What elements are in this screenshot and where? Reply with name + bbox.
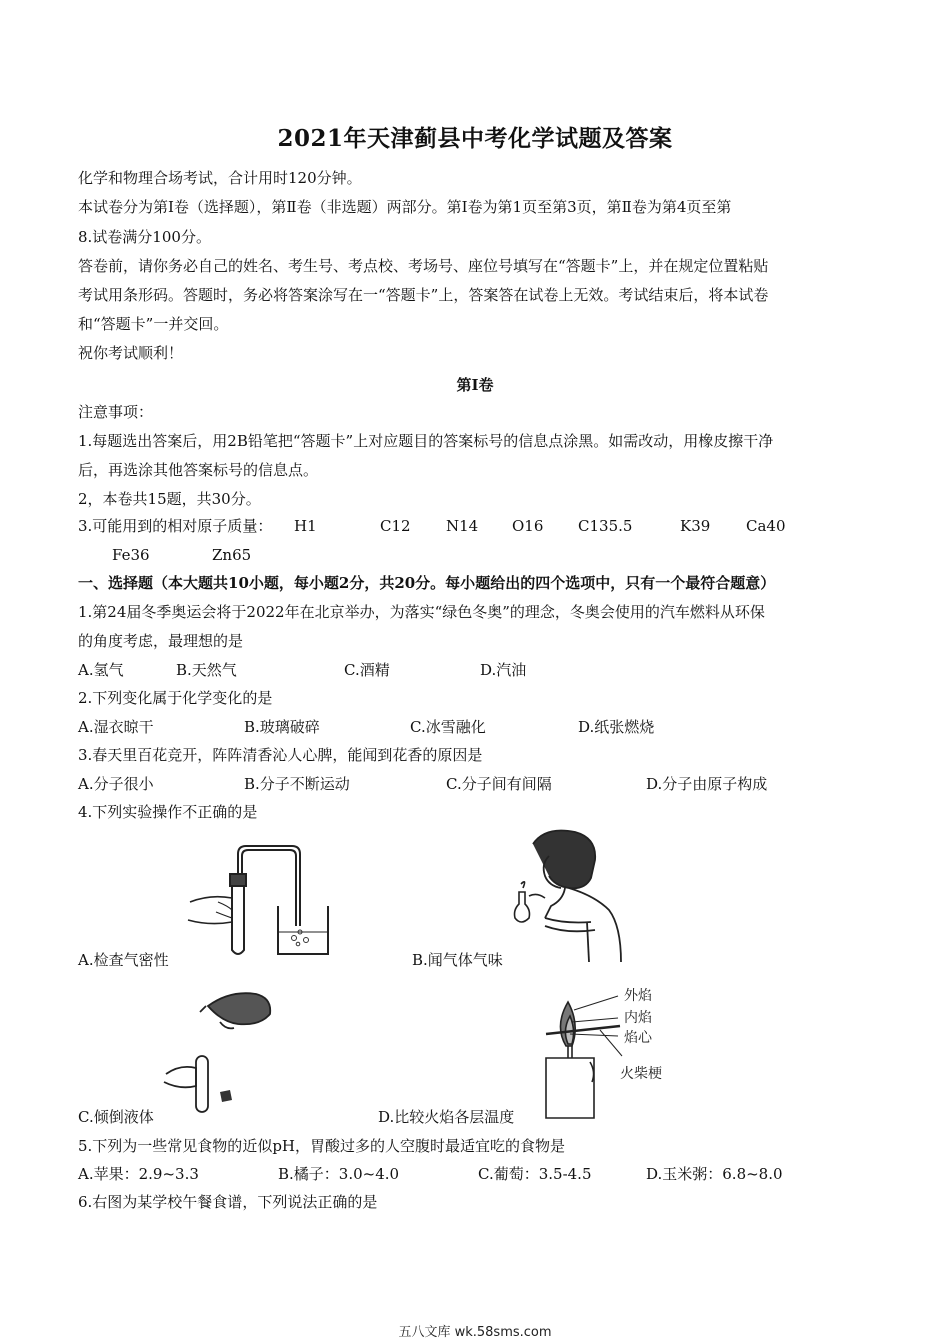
q3-option-b: B.分子不断运动 (244, 775, 350, 793)
reagent-bottle (208, 993, 270, 1024)
notes-heading: 注意事项： (78, 403, 154, 421)
q2-option-a: A.湿衣晾干 (78, 718, 154, 736)
pour-liquid-figure (160, 982, 285, 1122)
q1-option-d: D.汽油 (480, 661, 527, 679)
q2-option-c: C.冰雪融化 (410, 718, 486, 736)
beaker (278, 906, 328, 954)
q1-option-c: C.酒精 (344, 661, 390, 679)
q5-option-b: B.橘子：3.0~4.0 (278, 1165, 400, 1183)
q4-option-c: C.倾倒液体 (78, 1108, 154, 1126)
q1-option-a: A.氢气 (78, 661, 124, 679)
q5-option-c: C.葡萄：3.5-4.5 (478, 1165, 592, 1183)
q1-stem-1: 1.第24届冬季奥运会将于2022年在北京举办，为落实“绿色冬奥”的理念，冬奥会使用的汽车燃料从环保 (78, 603, 765, 621)
atomic-mass-zn: Zn65 (212, 546, 252, 564)
candle-body (546, 1058, 594, 1118)
note-line-1: 1.每题选出答案后，用2B铅笔把“答题卡”上对应题目的答案标号的信息点涂黑。如需改动，用橡皮擦干净 (78, 432, 774, 450)
gas-bottle (515, 892, 530, 922)
student-hair (533, 831, 595, 889)
label-flame-core: 焰心 (624, 1030, 652, 1046)
label-inner-flame: 内焰 (624, 1010, 652, 1026)
q3-option-c: C.分子间有间隔 (446, 775, 552, 793)
intro-line-6: 和“答题卡”一并交回。 (78, 315, 229, 333)
atomic-mass-label: 3.可能用到的相对原子质量： (78, 517, 273, 535)
q4-option-b: B.闻气体气味 (412, 951, 503, 969)
atomic-mass-k: K39 (680, 517, 711, 535)
q5-option-a: A.苹果：2.9~3.3 (78, 1165, 199, 1183)
intro-line-1: 化学和物理合场考试，合计用时120分钟。 (78, 169, 362, 187)
smell-gas-figure (505, 826, 640, 966)
flame-layers-figure (520, 982, 695, 1122)
bottle-stopper (220, 1090, 232, 1102)
hand-holding-tube (164, 1067, 196, 1087)
q1-stem-2: 的角度考虑，最理想的是 (78, 632, 244, 650)
note-line-2: 后，再选涂其他答案标号的信息点。 (78, 461, 319, 479)
label-matchstick: 火柴梗 (620, 1066, 662, 1082)
part1-heading: 一、选择题（本大题共10小题，每小题2分，共20分。每小题给出的四个选项中，只有一个最符合题意） (78, 574, 776, 592)
student-body (569, 888, 621, 962)
airtightness-check-figure (180, 840, 345, 960)
stopper (230, 874, 246, 886)
intro-line-4: 答卷前，请你务必自己的姓名、考生号、考点校、考场号、座位号填写在“答题卡”上，并在规定位置粘贴 (78, 257, 769, 275)
delivery-tube (238, 846, 300, 926)
atomic-mass-n: N14 (446, 517, 479, 535)
q5-option-d: D.玉米粥：6.8~8.0 (646, 1165, 783, 1183)
atomic-mass-fe: Fe36 (112, 546, 150, 564)
intro-line-3: 8.试卷满分100分。 (78, 228, 211, 246)
intro-line-2: 本试卷分为第Ⅰ卷（选择题），第Ⅱ卷（非选题）两部分。第Ⅰ卷为第1页至第3页，第Ⅱ卷为第4页至第 (78, 198, 732, 216)
atomic-mass-h: H1 (294, 517, 317, 535)
hand (188, 897, 232, 924)
q2-option-b: B.玻璃破碎 (244, 718, 320, 736)
matchstick (546, 1026, 620, 1034)
q2-stem: 2.下列变化属于化学变化的是 (78, 689, 273, 707)
section-title: 第Ⅰ卷 (456, 376, 494, 394)
atomic-mass-o: O16 (512, 517, 544, 535)
q5-stem: 5.下列为一些常见食物的近似pH，胃酸过多的人空腹时最适宜吃的食物是 (78, 1137, 565, 1155)
page-title: 2021年天津蓟县中考化学试题及答案 (277, 125, 673, 152)
note-line-3: 2，本卷共15题，共30分。 (78, 490, 261, 508)
q1-option-b: B.天然气 (176, 661, 237, 679)
q6-stem: 6.右图为某学校午餐食谱，下列说法正确的是 (78, 1193, 378, 1211)
q3-stem: 3.春天里百花竞开，阵阵清香沁人心脾，能闻到花香的原因是 (78, 746, 483, 764)
test-tube (232, 886, 244, 954)
candle-wick (568, 1046, 572, 1058)
intro-line-7: 祝你考试顺利！ (78, 344, 184, 362)
q4-option-a: A.检查气密性 (78, 951, 169, 969)
receiving-test-tube (196, 1056, 208, 1112)
atomic-mass-cl: C135.5 (578, 517, 633, 535)
intro-line-5: 考试用条形码。答题时，务必将答案涂写在一“答题卡”上，答案答在试卷上无效。考试结束后，将本试卷 (78, 286, 769, 304)
q3-option-a: A.分子很小 (78, 775, 154, 793)
q4-option-d: D.比较火焰各层温度 (378, 1108, 515, 1126)
label-outer-flame: 外焰 (624, 988, 652, 1004)
footer-watermark: 五八文库 wk.58sms.com (398, 1325, 552, 1340)
atomic-mass-ca: Ca40 (746, 517, 786, 535)
q2-option-d: D.纸张燃烧 (578, 718, 655, 736)
q4-stem: 4.下列实验操作不正确的是 (78, 803, 258, 821)
q3-option-d: D.分子由原子构成 (646, 775, 768, 793)
atomic-mass-c: C12 (380, 517, 411, 535)
